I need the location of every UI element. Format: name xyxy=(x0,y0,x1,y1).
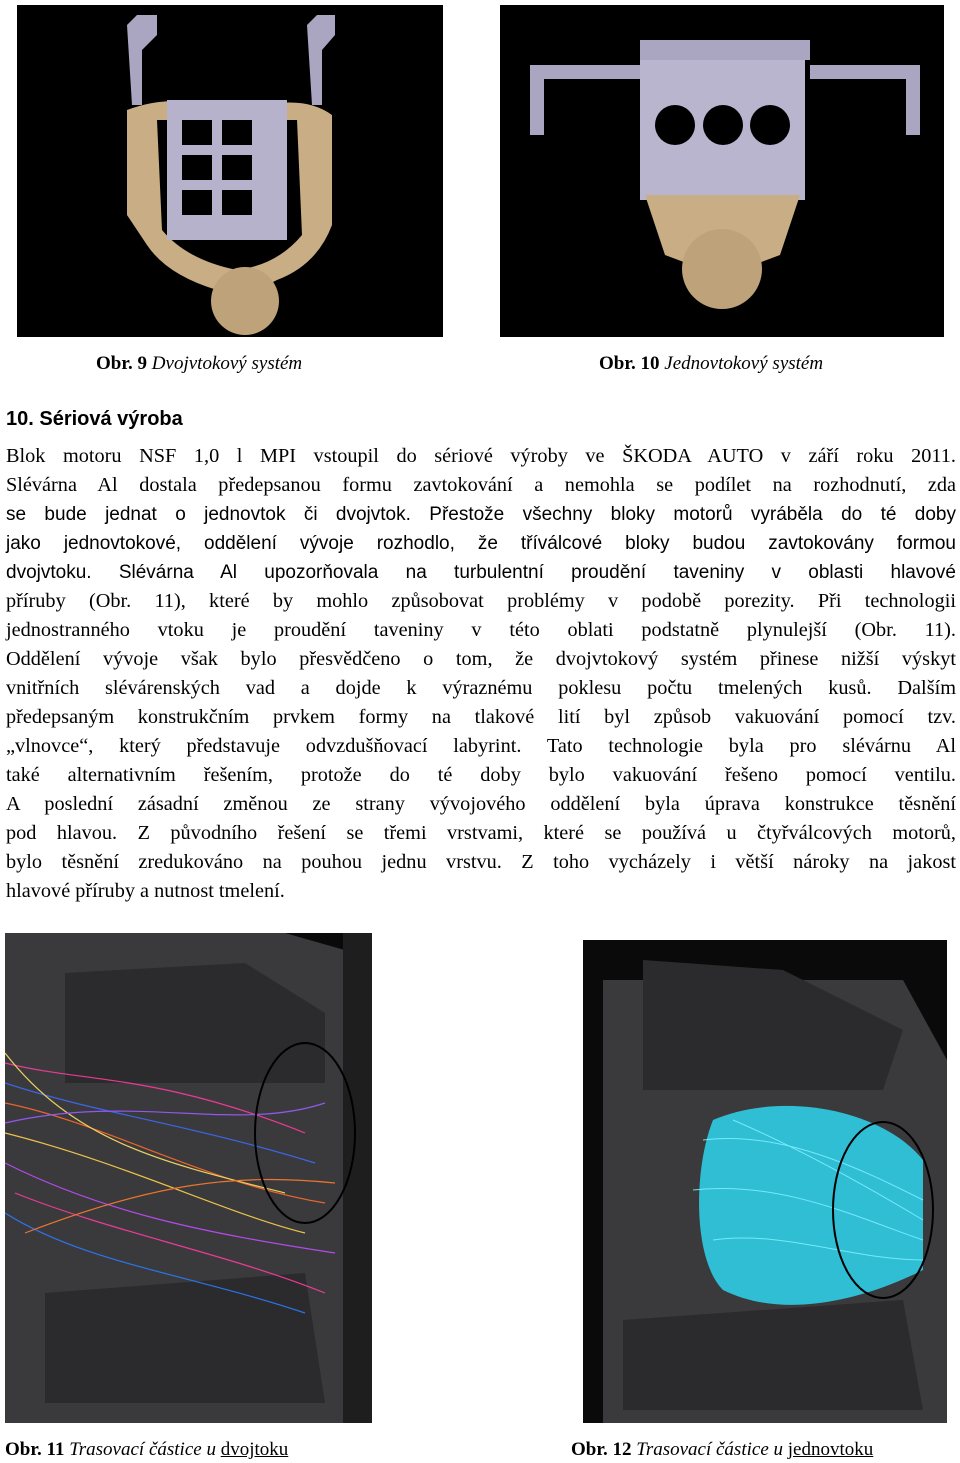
body-line: jednostranného vtoku je proudění taveniny v této oblati podstatně plynulejší (Obr. 11). xyxy=(6,619,956,641)
body-line: se bude jednat o jednovtok či dvojvtok. Přestože všechny bloky motorů vyráběla do té doby xyxy=(6,504,956,525)
single-gate-tracer-render xyxy=(583,940,947,1423)
figure-12-label: Obr. 12 xyxy=(571,1439,632,1460)
section-heading: 10. Sériová výroba xyxy=(6,408,183,430)
figure-9-image xyxy=(17,5,443,337)
figure-11-caption xyxy=(5,1439,288,1461)
figure-12-title: Trasovací částice u xyxy=(636,1439,788,1460)
body-line: Blok motoru NSF 1,0 l MPI vstoupil do sériové výroby ve ŠKODA AUTO v září roku 2011. xyxy=(6,445,956,467)
body-line: pod hlavou. Z původního řešení se třemi vrstvami, které se používá u čtyřválcových motorů, xyxy=(6,822,956,844)
figure-10-caption xyxy=(599,353,823,375)
figure-11-image xyxy=(5,933,372,1423)
body-line: předepsaným konstrukčním prvkem formy na tlakové lití byl způsob vakuování pomocí tzv. xyxy=(6,706,956,728)
figure-11-label: Obr. 11 xyxy=(5,1439,65,1460)
figure-12-image xyxy=(583,940,947,1423)
body-line: jako jednovtokové, oddělení vývoje rozhodlo, že tříválcové bloky budou zavtokovány formou xyxy=(6,533,956,554)
body-line: vnitřních slévárenských vad a dojde k výraznému poklesu počtu tmelených kusů. Dalším xyxy=(6,677,956,699)
figure-12-link[interactable]: jednovtoku xyxy=(787,1439,874,1460)
body-line: Oddělení vývoje však bylo přesvědčeno o tom, že dvojvtokový systém přinese nižší výskyt xyxy=(6,648,956,670)
body-line: „vlnovce“, který představuje odvzdušňovací labyrint. Tato technologie byla pro slévárnu Al xyxy=(6,735,956,757)
single-gate-render xyxy=(500,5,944,337)
twin-gate-render xyxy=(17,5,443,337)
figure-10-title: Jednovtokový systém xyxy=(664,353,824,374)
section-body xyxy=(6,442,956,906)
figure-9-caption xyxy=(96,353,302,375)
figure-9-label: Obr. 9 xyxy=(96,353,148,374)
body-line: také alternativním řešením, protože do té doby bylo vakuování řešeno pomocí ventilu. xyxy=(6,764,956,786)
body-line: hlavové příruby a nutnost tmelení. xyxy=(6,880,285,902)
figure-11-link[interactable]: dvojtoku xyxy=(220,1439,289,1460)
figure-12-caption xyxy=(571,1439,873,1461)
figure-10-image xyxy=(500,5,944,337)
body-line: příruby (Obr. 11), které by mohlo způsobovat problémy v podobě porezity. Při technologii xyxy=(6,590,956,612)
figure-11-title: Trasovací částice u xyxy=(69,1439,221,1460)
twin-gate-tracer-render xyxy=(5,933,372,1423)
body-line: A poslední zásadní změnou ze strany vývojového oddělení byla úprava konstrukce těsnění xyxy=(6,793,956,815)
body-line: bylo těsnění zredukováno na pouhou jednu vrstvu. Z toho vycházely i větší nároky na jakost xyxy=(6,851,956,873)
body-line: dvojvtoku. Slévárna Al upozorňovala na turbulentní proudění taveniny v oblasti hlavové xyxy=(6,562,956,583)
figure-10-label: Obr. 10 xyxy=(599,353,660,374)
figure-9-title: Dvojvtokový systém xyxy=(151,353,303,374)
body-line: Slévárna Al dostala předepsanou formu zavtokování a nemohla se podílet na rozhodnutí, zda xyxy=(6,474,956,496)
